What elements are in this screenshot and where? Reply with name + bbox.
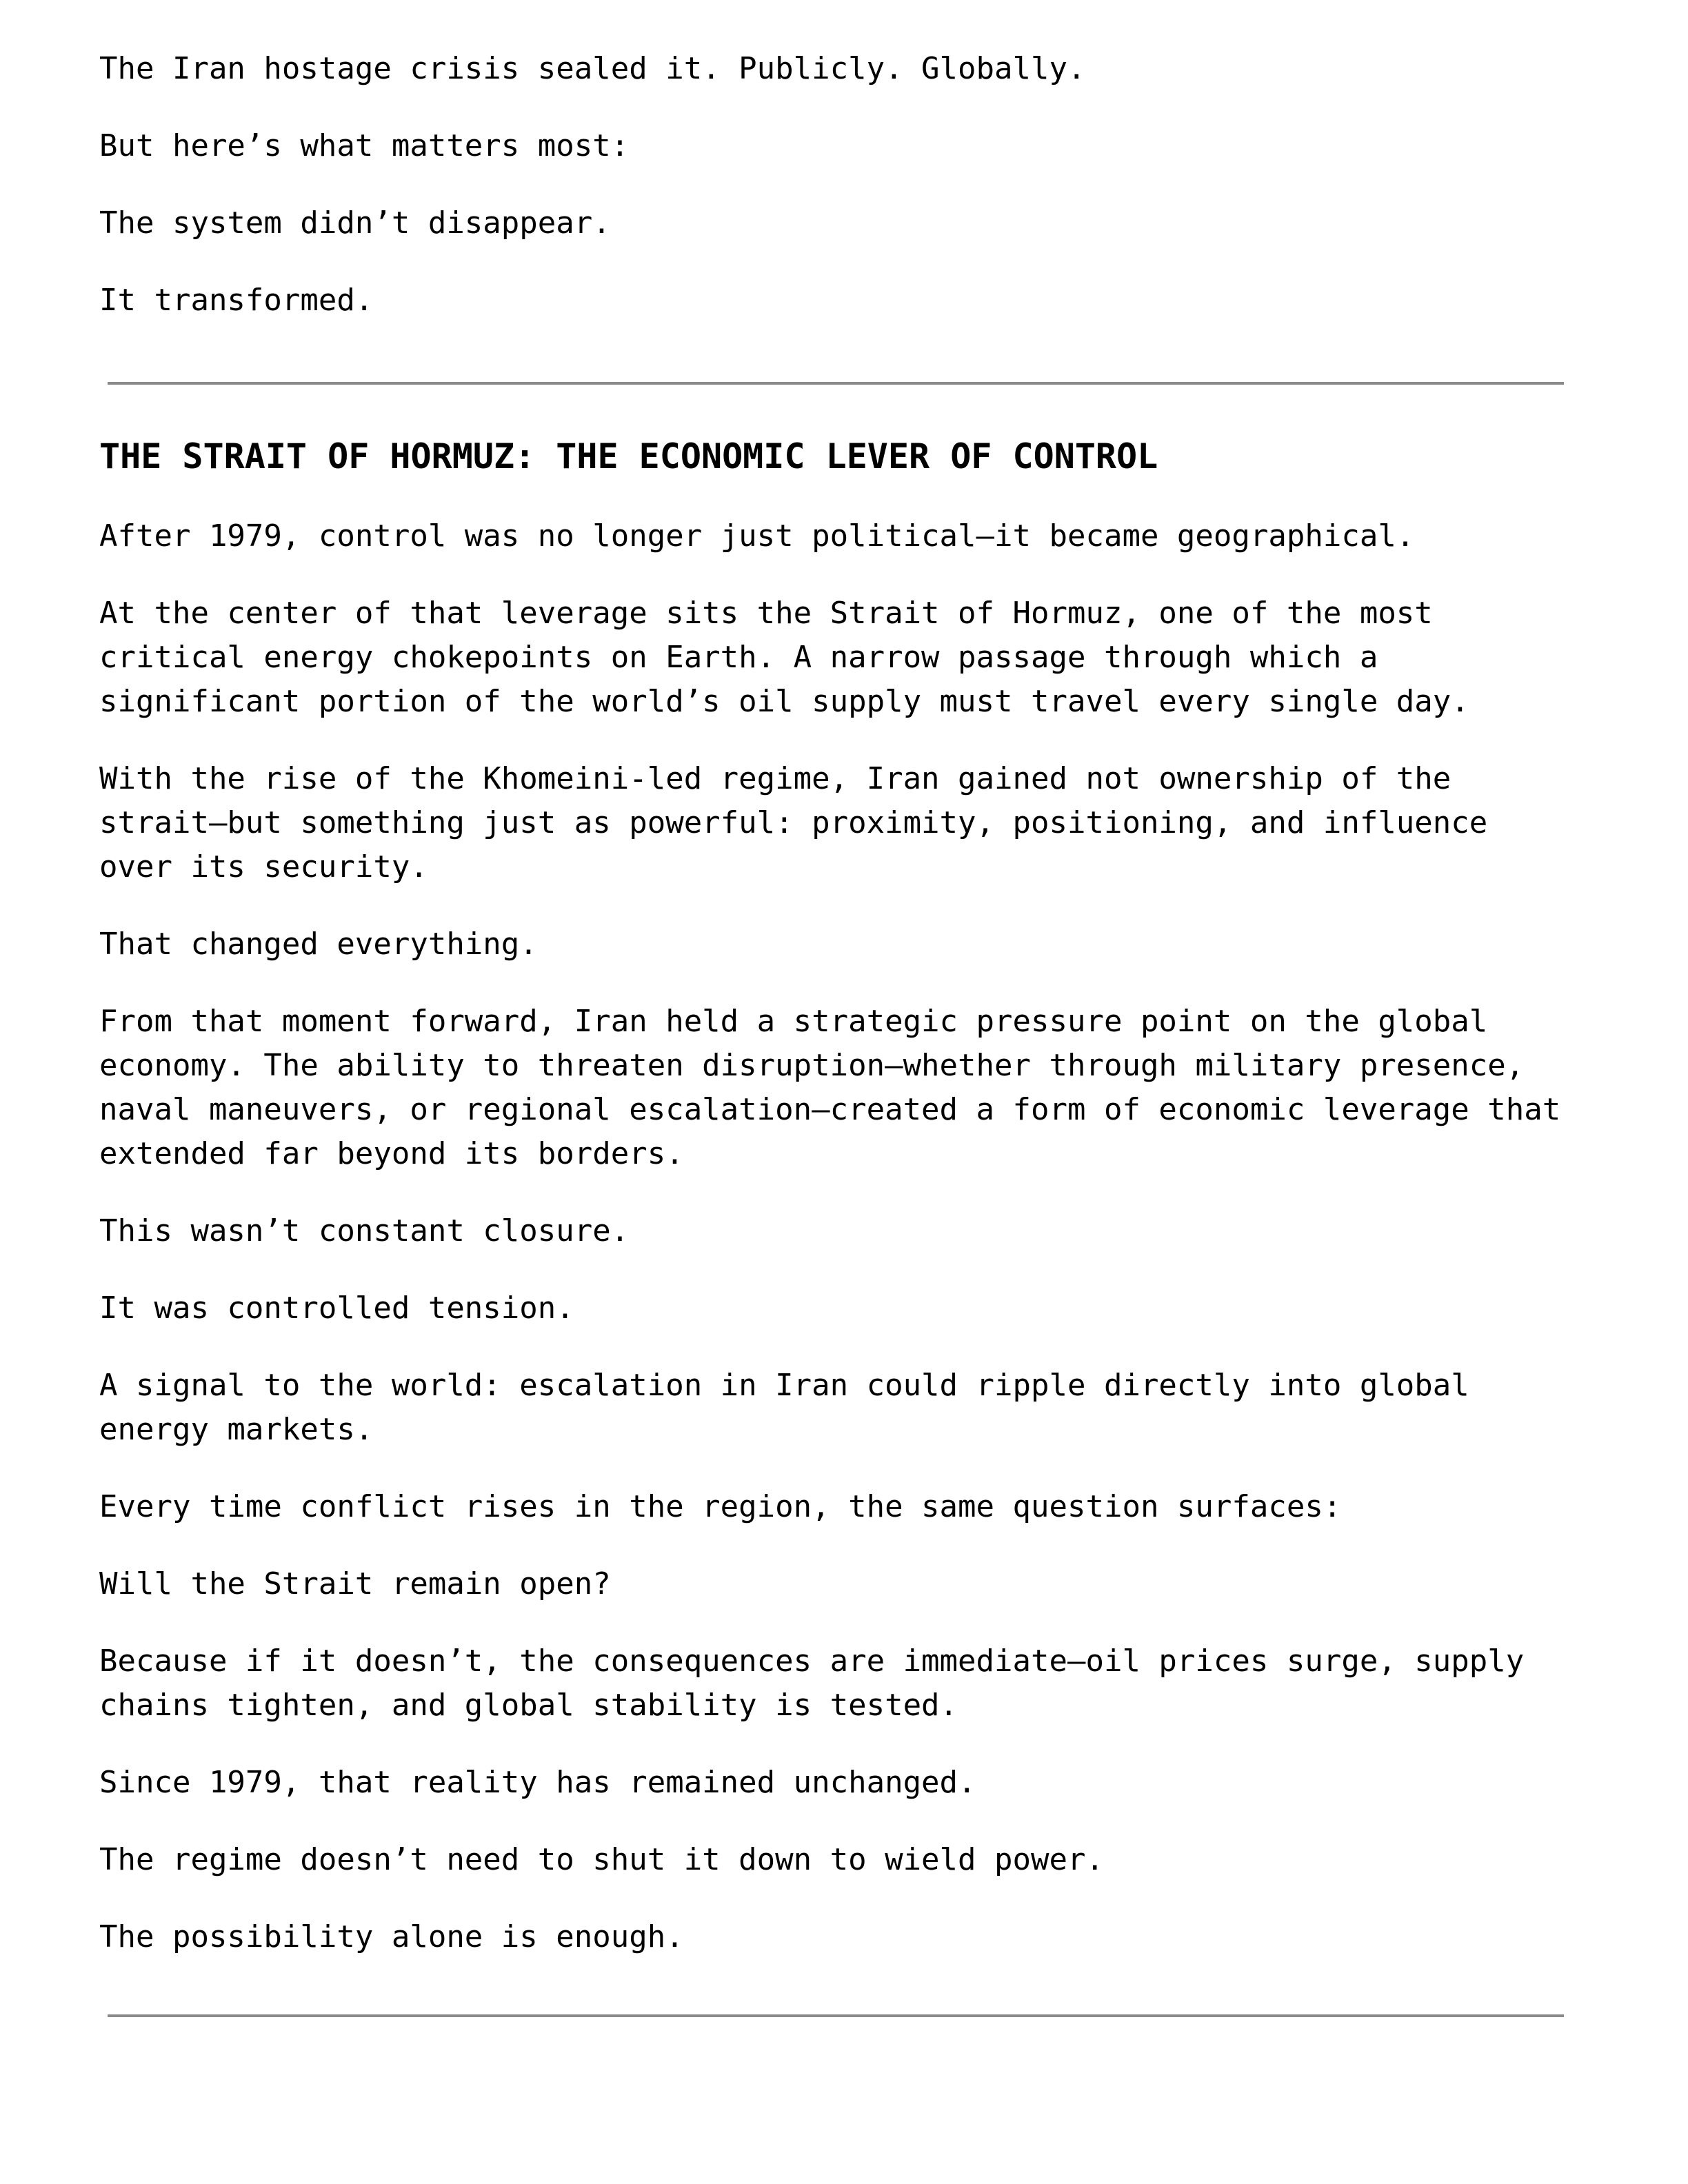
paragraph: It was controlled tension. <box>99 1291 574 1326</box>
section-divider <box>108 2014 1564 2017</box>
intro-line: The Iran hostage crisis sealed it. Publicly. Globally. <box>99 51 1086 86</box>
paragraph: Every time conflict rises in the region, the same question surfaces: <box>99 1489 1342 1524</box>
paragraph: Will the Strait remain open? <box>99 1566 611 1601</box>
section-body <box>99 514 1568 1992</box>
paragraph: Because if it doesn’t, the consequences are immediate—oil prices surge, supply chains tighten, and global stability is tested. <box>99 1644 1525 1723</box>
section-heading: THE STRAIT OF HORMUZ: THE ECONOMIC LEVER OF CONTROL <box>99 436 1158 476</box>
paragraph: From that moment forward, Iran held a strategic pressure point on the global economy. The ability to threaten disruption—whether through military presence, naval maneuvers, or regional escalation—created a form of economic leverage that extended far beyond its borders. <box>99 1004 1561 1171</box>
paragraph: This wasn’t constant closure. <box>99 1213 630 1248</box>
paragraph: At the center of that leverage sits the Strait of Hormuz, one of the most critical energy chokepoints on Earth. A narrow passage through which a significant portion of the world’s oil supply must travel every single day. <box>99 596 1469 719</box>
section-divider <box>108 382 1564 385</box>
paragraph: The regime doesn’t need to shut it down to wield power. <box>99 1842 1104 1877</box>
paragraph: With the rise of the Khomeini-led regime, Iran gained not ownership of the strait—but something just as powerful: proximity, positioning, and influence over its security. <box>99 761 1488 884</box>
paragraph: A signal to the world: escalation in Iran could ripple directly into global energy markets. <box>99 1368 1469 1447</box>
paragraph: The possibility alone is enough. <box>99 1919 684 1954</box>
intro-block <box>99 47 1568 356</box>
paragraph: That changed everything. <box>99 927 538 962</box>
paragraph: After 1979, control was no longer just political—it became geographical. <box>99 518 1415 554</box>
intro-line: The system didn’t disappear. <box>99 205 611 241</box>
intro-line: It transformed. <box>99 283 374 318</box>
intro-line: But here’s what matters most: <box>99 128 630 163</box>
paragraph: Since 1979, that reality has remained unchanged. <box>99 1765 976 1800</box>
